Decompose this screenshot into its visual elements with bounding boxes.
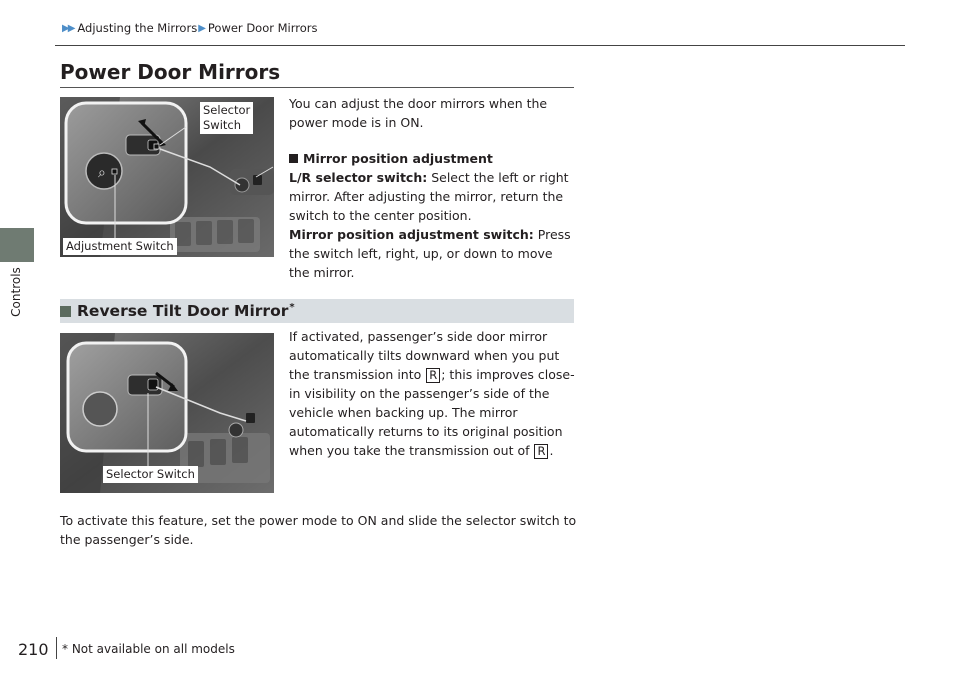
- reverse-tilt-title: [77, 302, 295, 320]
- reverse-tilt-paragraph: [289, 327, 579, 460]
- mirror-position-section: [289, 149, 575, 282]
- mirror-position-heading: [289, 149, 575, 168]
- lr-selector-paragraph: [289, 168, 575, 225]
- section-tab-marker: [0, 228, 34, 262]
- section-square-icon: [60, 306, 71, 317]
- gear-r-key: R: [426, 368, 440, 383]
- breadcrumb: [62, 19, 318, 37]
- intro-paragraph: You can adjust the door mirrors when the power mode is in ON.: [289, 96, 548, 130]
- activate-paragraph: To activate this feature, set the power mode to ON and slide the selector switch to the passenger’s side.: [60, 513, 577, 547]
- header-divider: [55, 45, 905, 46]
- breadcrumb-arrows-icon: ▶▶: [62, 22, 74, 34]
- footnote: * Not available on all models: [62, 642, 235, 656]
- callout-adjustment-switch: Adjustment Switch: [63, 238, 177, 255]
- reverse-tilt-section-header: [60, 299, 574, 323]
- svg-text:⌕: ⌕: [98, 165, 106, 181]
- breadcrumb-item-adjusting-mirrors[interactable]: Adjusting the Mirrors: [77, 21, 198, 35]
- callout-selector-line2: Switch: [203, 118, 242, 132]
- callout-selector-switch: [200, 102, 253, 134]
- adjustment-text: Press the switch left, right, up, or down to move the mirror.: [289, 227, 571, 280]
- callout-selector-line1: Selector: [203, 103, 251, 117]
- reverse-tilt-text-2: ; this improves close-in visibility on the passenger’s side of the vehicle when backing up. The mirror automatically returns to its original position when you take the transmission out of: [289, 367, 575, 458]
- footnote-star: *: [289, 302, 295, 313]
- side-label-text: Controls: [9, 267, 23, 317]
- gear-r-key-2: R: [534, 444, 548, 459]
- reverse-tilt-text-1: If activated, passenger’s side door mirror automatically tilts downward when you put the transmission into: [289, 329, 560, 382]
- lr-selector-text: Select the left or right mirror. After adjusting the mirror, return the switch to the center position.: [289, 170, 569, 223]
- callout-selector-switch-2: Selector Switch: [103, 466, 198, 483]
- reverse-tilt-text-3: .: [549, 443, 554, 458]
- mirror-position-heading-text: Mirror position adjustment: [303, 151, 493, 166]
- section-side-label: [4, 262, 28, 322]
- page-number: 210: [18, 640, 49, 659]
- adjustment-paragraph: [289, 225, 575, 282]
- reverse-tilt-title-text: Reverse Tilt Door Mirror: [77, 302, 289, 320]
- lr-selector-label: L/R selector switch:: [289, 170, 428, 185]
- breadcrumb-arrow-icon: ▶: [198, 22, 206, 34]
- page-title: Power Door Mirrors: [60, 60, 281, 84]
- breadcrumb-item-power-door-mirrors[interactable]: Power Door Mirrors: [207, 21, 318, 35]
- footer-divider: [56, 637, 57, 659]
- title-divider: [60, 87, 574, 88]
- square-bullet-icon: [289, 154, 298, 163]
- adjustment-label: Mirror position adjustment switch:: [289, 227, 534, 242]
